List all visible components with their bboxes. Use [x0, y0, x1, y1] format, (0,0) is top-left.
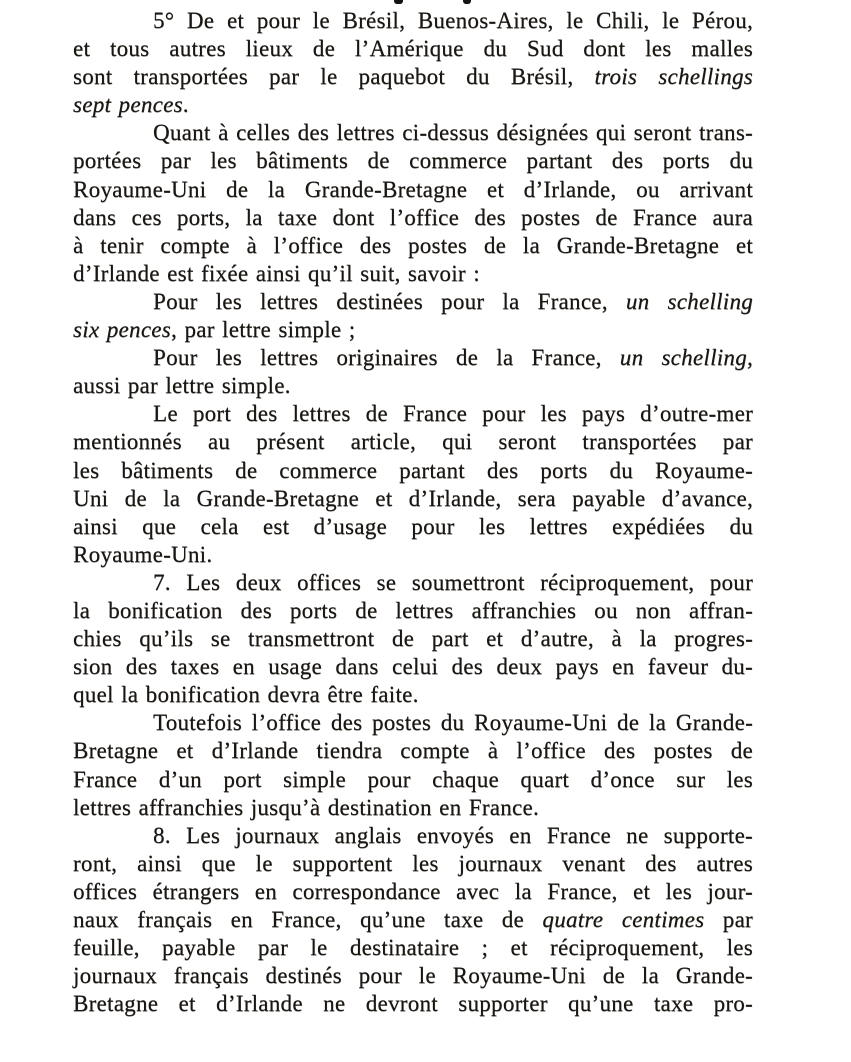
italic-text-segment: sept pences	[73, 92, 183, 118]
text-segment: sion des taxes en usage dans celui des deux pays en faveur du-	[73, 654, 753, 680]
text-line	[73, 147, 753, 175]
text-line	[73, 344, 753, 372]
text-segment: Pour les lettres originaires de la France,	[153, 345, 620, 371]
cut-off-header-fragment	[463, 0, 471, 4]
text-line	[73, 766, 753, 794]
text-segment: d’Irlande est fixée ainsi qu’il suit, savoir :	[73, 260, 480, 286]
text-line	[73, 906, 753, 934]
text-line	[73, 878, 753, 906]
cut-off-header-fragment	[394, 0, 403, 4]
text-segment: quel la bonification devra être faite.	[73, 682, 419, 708]
text-line	[73, 709, 753, 737]
text-segment: Uni de la Grande-Bretagne et d’Irlande, sera payable d’avance,	[73, 485, 753, 511]
text-line	[73, 91, 753, 119]
italic-text-segment: trois schellings	[594, 64, 753, 90]
text-line	[73, 176, 753, 204]
text-segment: par	[704, 907, 753, 932]
text-line	[73, 204, 753, 232]
text-line	[73, 457, 753, 485]
text-segment: lettres affranchies jusqu’à destination en France.	[73, 794, 540, 820]
text-line	[73, 794, 753, 822]
text-line	[73, 119, 753, 147]
text-segment: 8. Les journaux anglais envoyés en France ne supporte-	[153, 822, 753, 848]
text-line	[73, 569, 753, 597]
text-line	[73, 7, 753, 35]
text-segment: 7. Les deux offices se soumettront réciproquement, pour	[153, 569, 753, 595]
text-segment: Bretagne et d’Irlande tiendra compte à l’office des postes de	[73, 738, 753, 764]
text-line	[73, 653, 753, 681]
italic-text-segment: un schelling,	[619, 345, 753, 371]
text-line	[73, 35, 753, 63]
text-line	[73, 232, 753, 260]
text-segment: les bâtiments de commerce partant des ports du Royaume-	[73, 457, 753, 483]
text-segment: journaux français destinés pour le Royaume-Uni de la Grande-	[73, 963, 753, 989]
text-segment: et tous autres lieux de l’Amérique du Sud dont les malles	[73, 36, 753, 62]
text-line	[73, 428, 753, 456]
text-line	[73, 962, 753, 990]
italic-text-segment: quatre centimes	[542, 907, 705, 932]
text-segment: ront, ainsi que le supportent les journaux venant des autres	[73, 850, 753, 876]
text-segment: mentionnés au présent article, qui seront transportées par	[73, 429, 753, 455]
text-segment: offices étrangers en correspondance avec la France, et les jour-	[73, 878, 753, 904]
text-line	[73, 597, 753, 625]
italic-text-segment: six pences	[73, 317, 172, 343]
text-line	[73, 400, 753, 428]
text-segment: ainsi que cela est d’usage pour les lettres expédiées du	[73, 513, 753, 539]
text-line	[73, 288, 753, 316]
text-segment: .	[182, 92, 189, 118]
text-line	[73, 316, 753, 344]
text-line	[73, 260, 753, 288]
text-line	[73, 737, 753, 765]
document-text	[73, 7, 753, 1018]
text-line	[73, 372, 753, 400]
text-line	[73, 990, 753, 1018]
text-segment: à tenir compte à l’office des postes de la Grande-Bretagne et	[73, 232, 753, 258]
italic-text-segment: un schelling	[625, 288, 753, 314]
text-segment: Royaume-Uni de la Grande-Bretagne et d’Irlande, ou arrivant	[73, 176, 753, 202]
text-segment: , par lettre simple ;	[171, 317, 356, 343]
text-line	[73, 850, 753, 878]
text-line	[73, 822, 753, 850]
text-line	[73, 485, 753, 513]
text-segment: 5° De et pour le Brésil, Buenos-Aires, le Chili, le Pérou,	[153, 8, 753, 33]
text-segment: Bretagne et d’Irlande ne devront supporter qu’une taxe pro-	[73, 991, 753, 1017]
text-segment: France d’un port simple pour chaque quart d’once sur les	[73, 766, 753, 792]
text-segment: la bonification des ports de lettres affranchies ou non affran-	[73, 597, 753, 623]
text-segment: Quant à celles des lettres ci-dessus désignées qui seront trans-	[153, 120, 753, 146]
text-segment: Le port des lettres de France pour les pays d’outre-mer	[153, 401, 753, 427]
text-segment: aussi par lettre simple.	[73, 373, 291, 399]
text-segment: Royaume-Uni.	[73, 541, 213, 567]
text-line	[73, 934, 753, 962]
text-line	[73, 541, 753, 569]
text-segment: naux français en France, qu’une taxe de	[73, 907, 543, 932]
text-segment: Toutefois l’office des postes du Royaume-Uni de la Grande-	[153, 710, 753, 736]
text-segment: dans ces ports, la taxe dont l’office des postes de France aura	[73, 204, 753, 230]
text-segment: feuille, payable par le destinataire ; et réciproquement, les	[73, 935, 753, 961]
text-segment: sont transportées par le paquebot du Brésil,	[73, 64, 595, 90]
text-line	[73, 63, 753, 91]
text-segment: chies qu’ils se transmettront de part et d’autre, à la progres-	[73, 626, 753, 652]
text-segment: Pour les lettres destinées pour la France,	[153, 288, 626, 314]
text-line	[73, 513, 753, 541]
text-segment: portées par les bâtiments de commerce partant des ports du	[73, 148, 753, 174]
text-line	[73, 681, 753, 709]
text-line	[73, 625, 753, 653]
